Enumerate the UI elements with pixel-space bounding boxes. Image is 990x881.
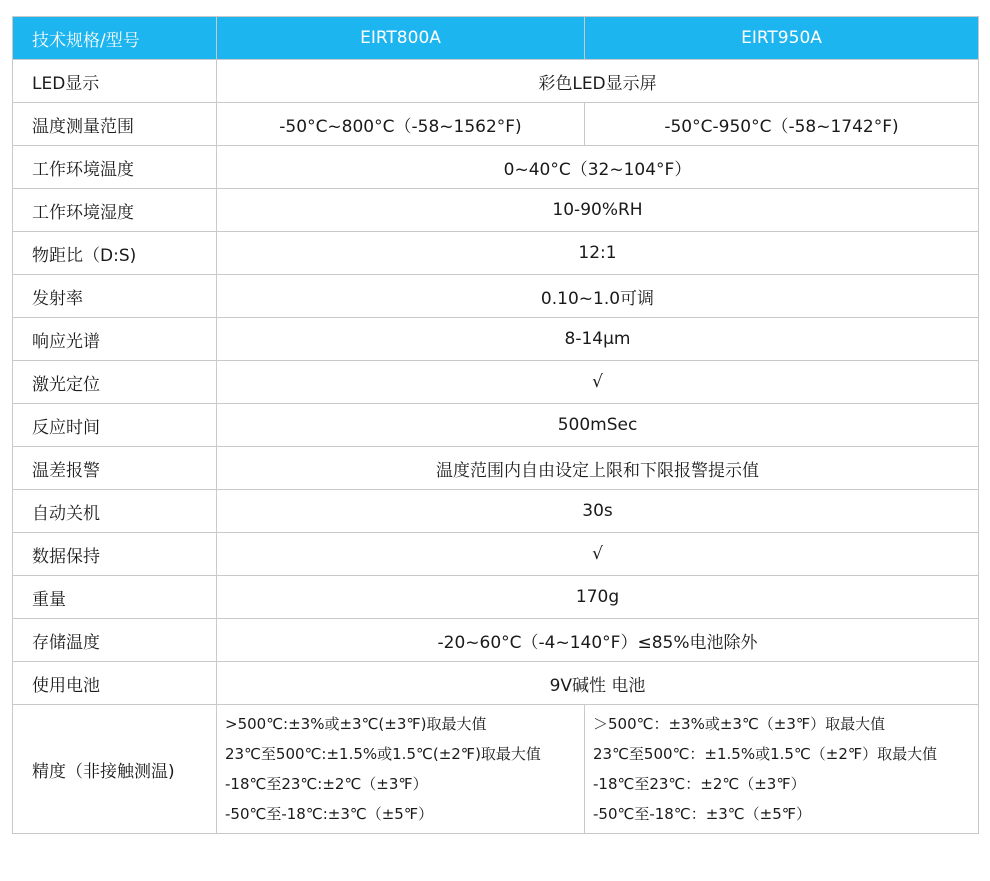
table-row	[13, 404, 979, 447]
row-label: 反应时间	[13, 404, 217, 447]
row-value: 12:1	[217, 232, 979, 275]
spec-table-wrapper	[12, 16, 978, 834]
accuracy-line: -50℃至-18℃:±3℃（±5℉）	[225, 805, 434, 823]
row-label: 温度测量范围	[13, 103, 217, 146]
table-row	[13, 490, 979, 533]
table-row	[13, 447, 979, 490]
header-model-a: EIRT800A	[217, 17, 585, 60]
header-row	[13, 17, 979, 60]
row-label: LED显示	[13, 60, 217, 103]
row-value: 10-90%RH	[217, 189, 979, 232]
row-label: 温差报警	[13, 447, 217, 490]
table-row	[13, 361, 979, 404]
row-label: 工作环境温度	[13, 146, 217, 189]
row-value: 8-14μm	[217, 318, 979, 361]
table-row	[13, 533, 979, 576]
row-label: 发射率	[13, 275, 217, 318]
row-label: 存储温度	[13, 619, 217, 662]
row-value: 彩色LED显示屏	[217, 60, 979, 103]
row-label: 数据保持	[13, 533, 217, 576]
accuracy-label: 精度（非接触测温)	[13, 705, 217, 834]
accuracy-line: >500℃:±3%或±3℃(±3℉)取最大值	[225, 715, 487, 733]
table-row	[13, 60, 979, 103]
row-label: 工作环境湿度	[13, 189, 217, 232]
table-row	[13, 318, 979, 361]
row-value: 0.10~1.0可调	[217, 275, 979, 318]
row-label: 自动关机	[13, 490, 217, 533]
row-value: 温度范围内自由设定上限和下限报警提示值	[217, 447, 979, 490]
accuracy-line: -50℃至-18℃：±3℃（±5℉）	[593, 805, 812, 823]
table-row	[13, 662, 979, 705]
accuracy-line: -18℃至23℃：±2℃（±3℉）	[593, 775, 806, 793]
row-value-b: -50°C-950°C（-58~1742°F)	[585, 103, 979, 146]
header-model-b: EIRT950A	[585, 17, 979, 60]
check-mark-icon: √	[217, 533, 979, 576]
row-value: 500mSec	[217, 404, 979, 447]
table-row	[13, 619, 979, 662]
spec-table	[12, 16, 979, 834]
table-row	[13, 576, 979, 619]
accuracy-line: ＞500℃：±3%或±3℃（±3℉）取最大值	[593, 715, 886, 733]
row-label: 响应光谱	[13, 318, 217, 361]
header-label: 技术规格/型号	[13, 17, 217, 60]
row-label: 重量	[13, 576, 217, 619]
accuracy-row	[13, 705, 979, 834]
table-row	[13, 232, 979, 275]
row-value-a: -50°C~800°C（-58~1562°F)	[217, 103, 585, 146]
accuracy-line: 23℃至500℃:±1.5%或1.5℃(±2℉)取最大值	[225, 745, 541, 763]
row-label: 激光定位	[13, 361, 217, 404]
accuracy-line: -18℃至23℃:±2℃（±3℉）	[225, 775, 428, 793]
check-mark-icon: √	[217, 361, 979, 404]
accuracy-model-a	[217, 705, 585, 834]
row-value: 170g	[217, 576, 979, 619]
row-label: 使用电池	[13, 662, 217, 705]
table-row	[13, 146, 979, 189]
row-value: 0~40°C（32~104°F）	[217, 146, 979, 189]
row-value: 9V碱性 电池	[217, 662, 979, 705]
accuracy-model-b	[585, 705, 979, 834]
table-row	[13, 189, 979, 232]
row-label: 物距比（D:S)	[13, 232, 217, 275]
table-row	[13, 275, 979, 318]
accuracy-line: 23℃至500℃：±1.5%或1.5℃（±2℉）取最大值	[593, 745, 938, 763]
table-row	[13, 103, 979, 146]
row-value: 30s	[217, 490, 979, 533]
row-value: -20~60°C（-4~140°F）≤85%电池除外	[217, 619, 979, 662]
